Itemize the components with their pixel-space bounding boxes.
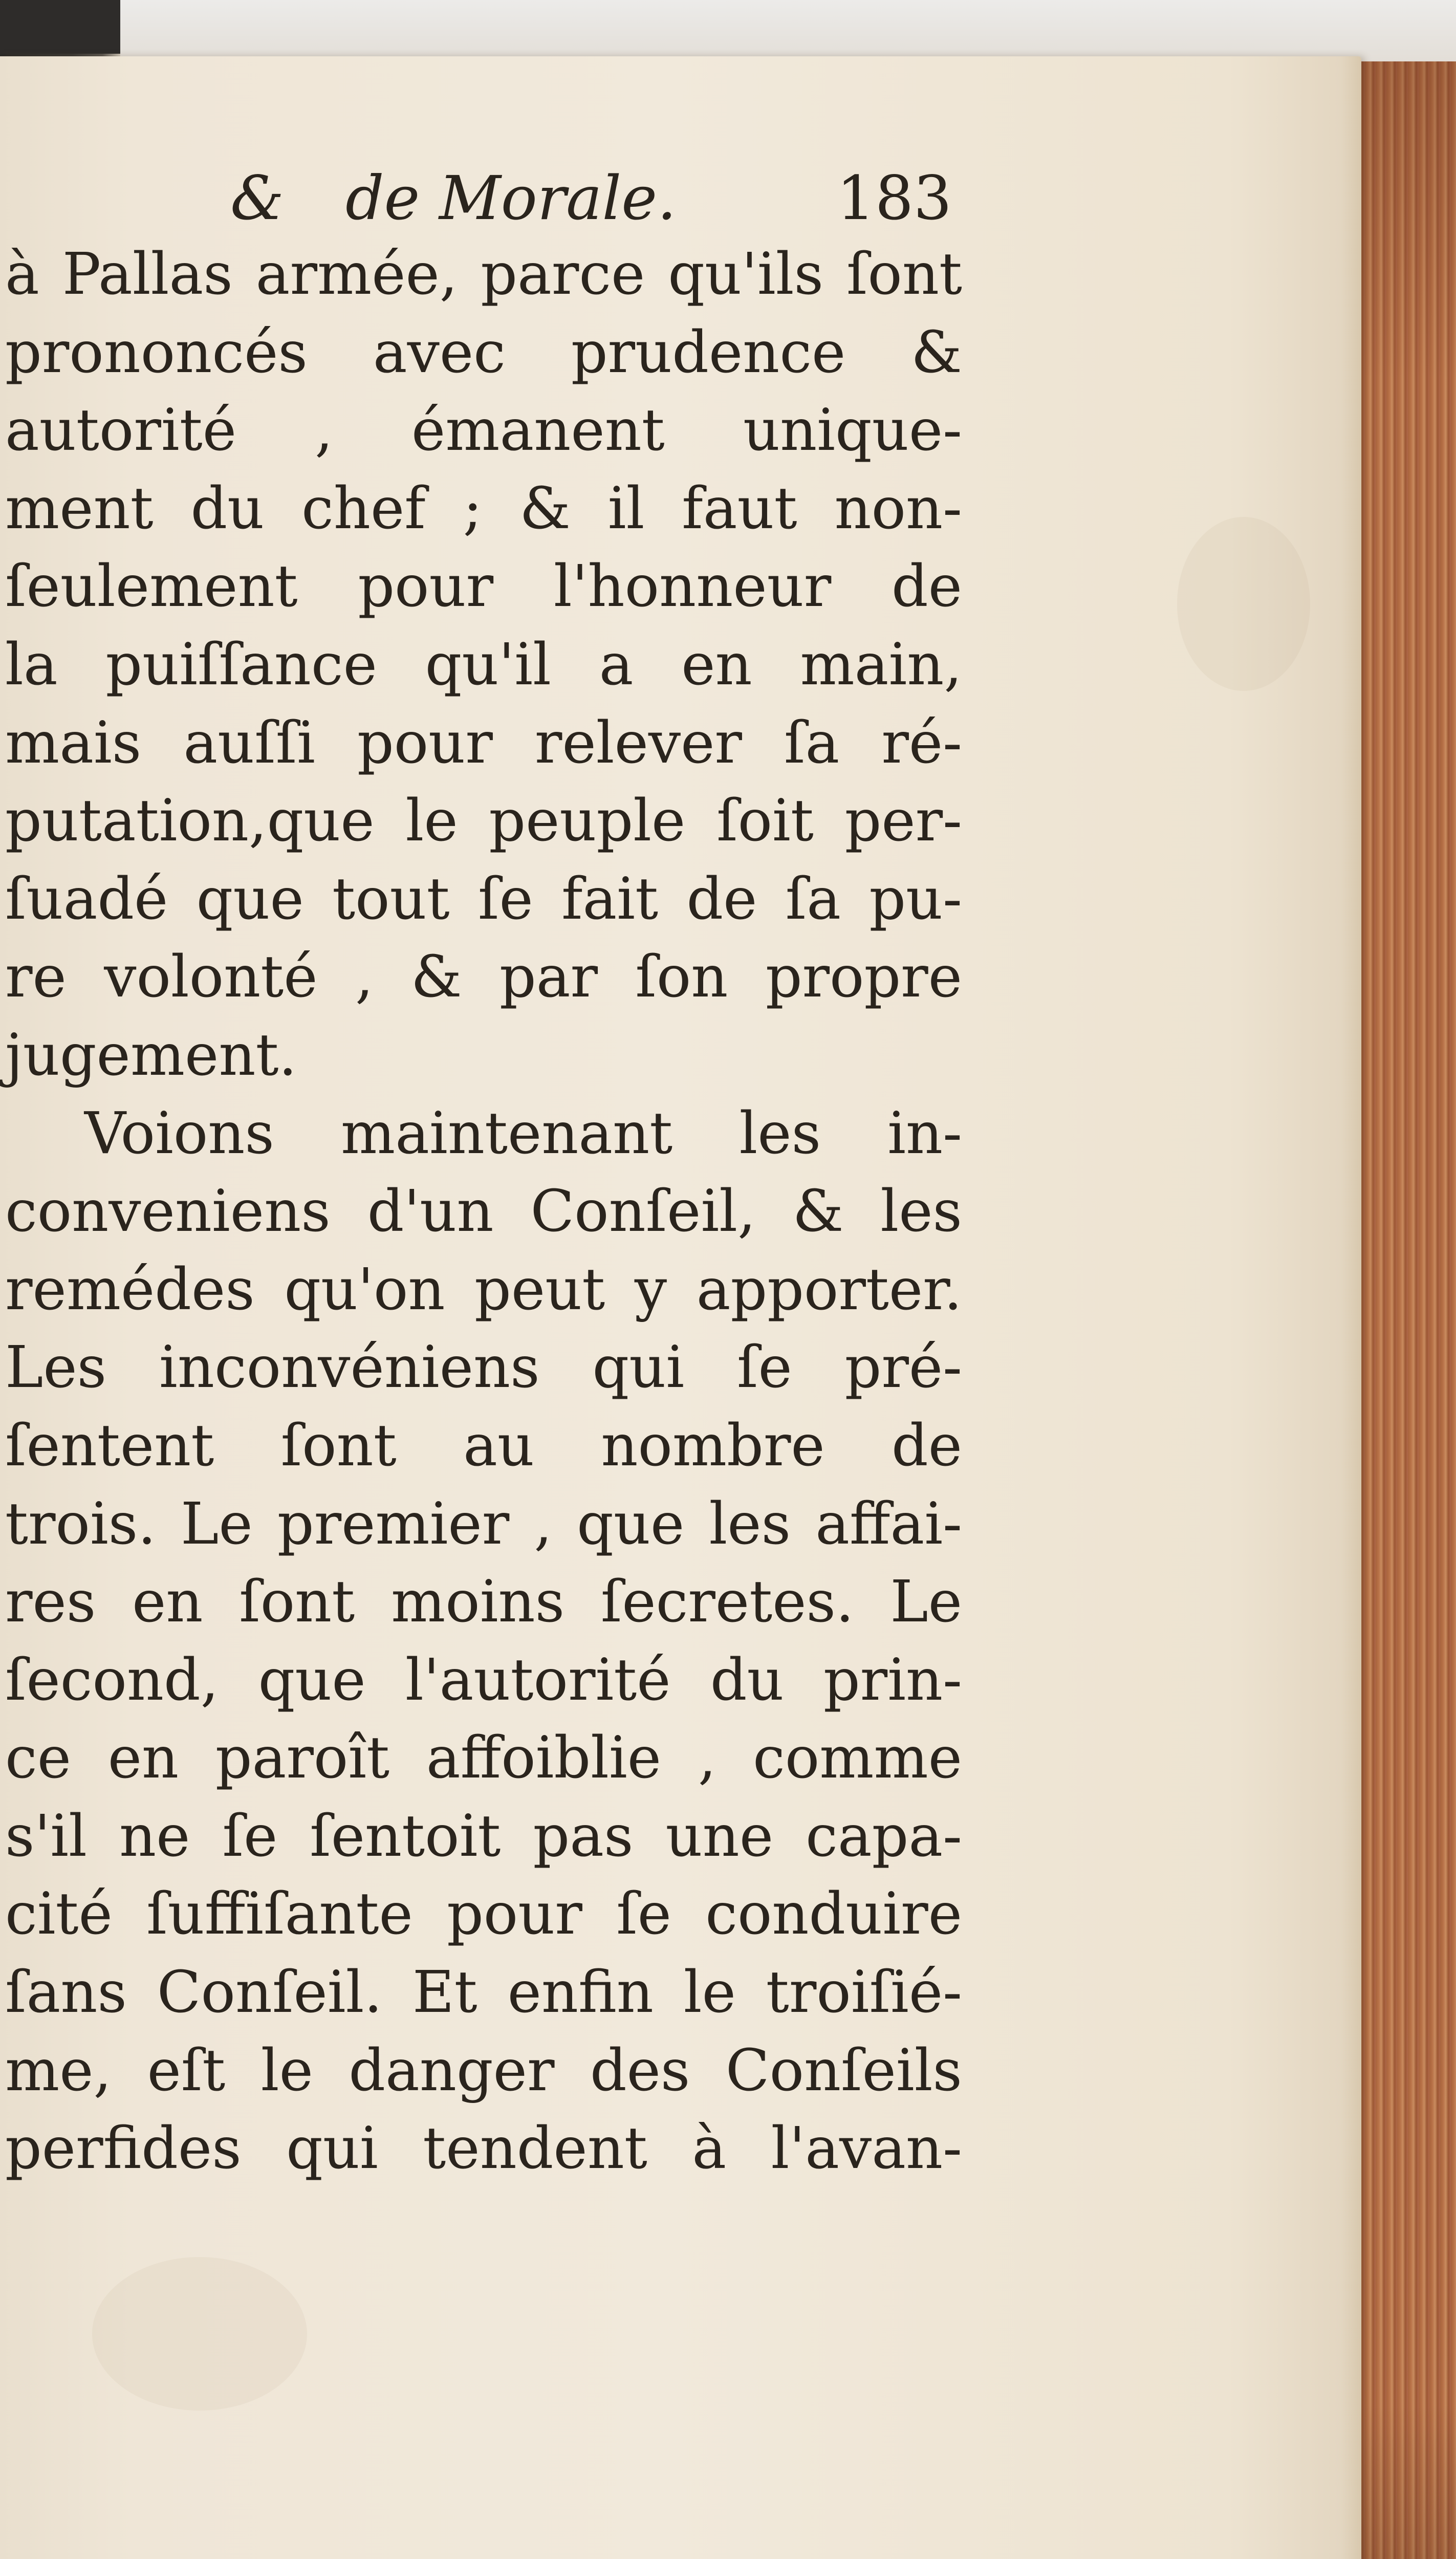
text-line: Les inconvéniens qui ſe pré- xyxy=(5,1334,962,1401)
text-line: ſecond, que l'autorité du prin- xyxy=(5,1646,962,1714)
text-line: ſentent ſont au nombre de xyxy=(5,1412,962,1479)
paper-stain xyxy=(1177,517,1310,691)
binding-top-corner xyxy=(0,0,120,54)
text-line-paragraph-start: Voions maintenant les in- xyxy=(84,1100,962,1167)
text-line: trois. Le premier , que les affai- xyxy=(5,1490,962,1557)
text-line-paragraph-end: jugement. xyxy=(5,1022,297,1089)
text-line: res en ſont moins ſecretes. Le xyxy=(5,1569,962,1636)
text-line: s'il ne ſe ſentoit pas une capa- xyxy=(5,1803,962,1870)
text-line: la puiſſance qu'il a en main, xyxy=(5,631,962,698)
text-line: prononcés avec prudence & xyxy=(5,319,962,386)
text-line: re volonté , & par ſon propre xyxy=(5,944,962,1011)
text-line: à Pallas armée, parce qu'ils ſont xyxy=(5,241,962,308)
text-line: remédes qu'on peut y apporter. xyxy=(5,1256,962,1323)
running-head xyxy=(230,163,957,245)
text-line: ce en paroît affoiblie , comme xyxy=(5,1725,962,1792)
text-line: putation,que le peuple ſoit per- xyxy=(5,788,962,855)
text-line: ſans Conſeil. Et enfin le troiſié- xyxy=(5,1959,962,2026)
body-text xyxy=(5,235,962,2188)
text-line: cité ſuffiſante pour ſe conduire xyxy=(5,1881,962,1948)
page-number: 183 xyxy=(836,163,952,233)
text-line: me, eſt le danger des Conſeils xyxy=(5,2037,962,2104)
text-line: conveniens d'un Conſeil, & les xyxy=(5,1178,962,1245)
text-line: perfides qui tendent à l'avan- xyxy=(5,2115,962,2182)
page-edges-shadow xyxy=(1351,61,1456,2559)
text-line: ſeulement pour l'honneur de xyxy=(5,553,962,620)
text-line: ſuadé que tout ſe fait de ſa pu- xyxy=(5,865,962,932)
paper-stain xyxy=(92,2257,307,2411)
text-line: ment du chef ; & il faut non- xyxy=(5,475,962,542)
ornament-ampersand: & xyxy=(230,163,285,233)
running-title: de Morale. xyxy=(345,163,677,233)
text-line: autorité , émanent unique- xyxy=(5,397,962,464)
text-line: mais auſſi pour relever ſa ré- xyxy=(5,709,962,776)
